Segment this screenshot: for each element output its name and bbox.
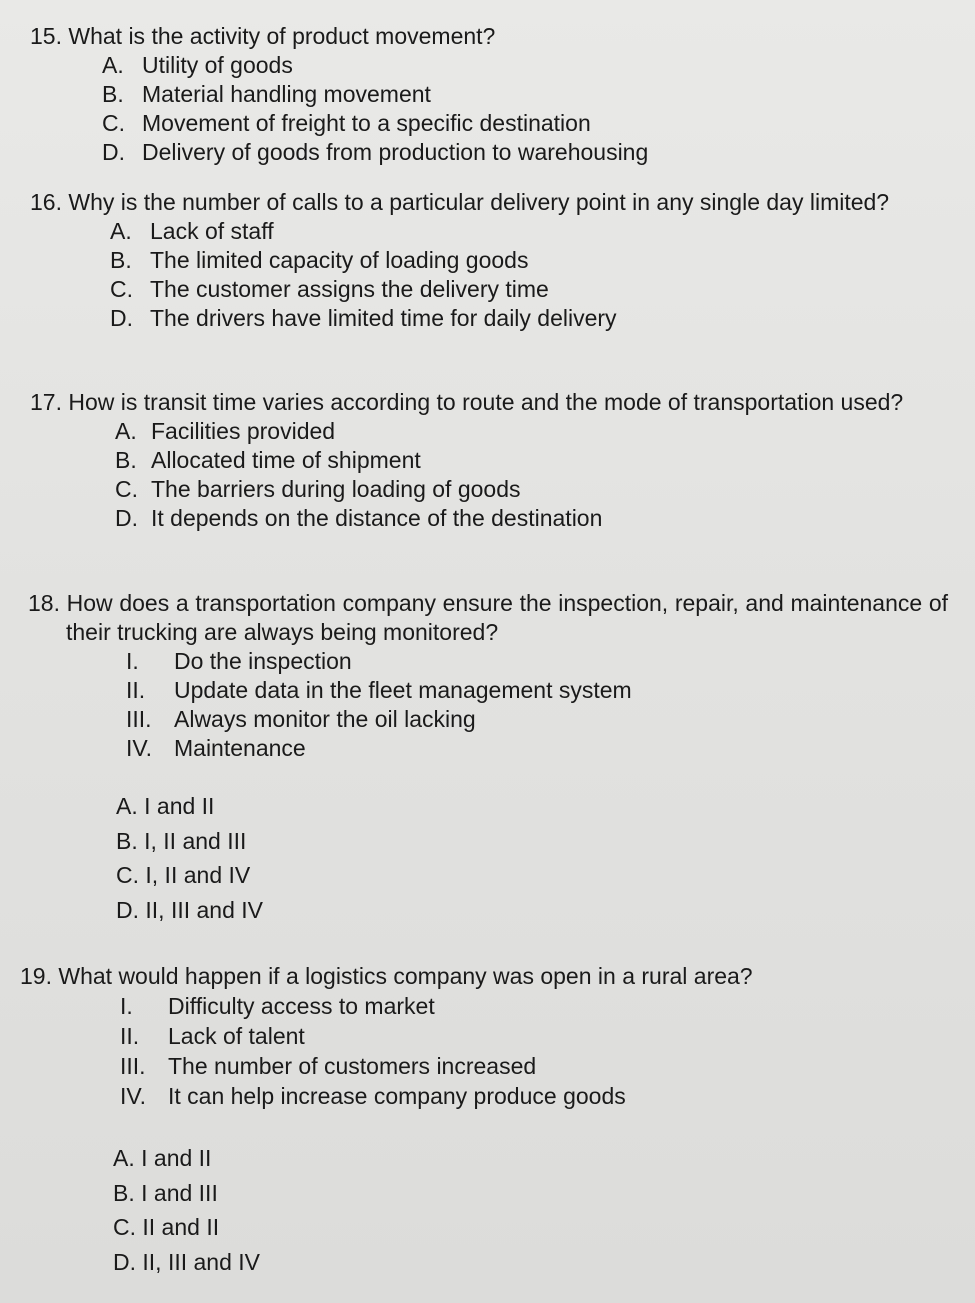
question-19 — [20, 962, 920, 1279]
statement-ii: II. Update data in the fleet management system — [126, 677, 632, 703]
statement-iv: IV. It can help increase company produce goods — [120, 1083, 626, 1109]
question-prompt: How does a transportation company ensure the inspection, repair, and maintenance of their trucking are always being monitored? — [66, 590, 949, 645]
choice-a: A. I and II — [116, 793, 215, 819]
question-prompt: Why is the number of calls to a particular delivery point in any single day limited? — [68, 189, 890, 215]
choice-b: B. I and III — [113, 1179, 218, 1206]
question-number: 18. — [28, 590, 60, 616]
question-number: 15. — [30, 23, 62, 49]
question-18 — [28, 589, 948, 927]
question-text — [30, 388, 944, 417]
statement-ii: II. Lack of talent — [120, 1023, 305, 1049]
statement-i: I. Difficulty access to market — [120, 993, 435, 1019]
question-number: 17. — [30, 389, 62, 415]
choice-d: D. II, III and IV — [116, 896, 264, 923]
question-prompt: How is transit time varies according to route and the mode of transportation used? — [68, 389, 904, 415]
statement-iii: III. The number of customers increased — [120, 1053, 537, 1079]
question-text — [30, 22, 910, 51]
option-d: D. The drivers have limited time for daily delivery — [110, 305, 617, 331]
statement-iv: IV. Maintenance — [126, 735, 306, 761]
question-15 — [30, 22, 910, 167]
option-d: D. It depends on the distance of the destination — [115, 505, 603, 531]
option-a: A. Utility of goods — [102, 52, 293, 78]
option-a: A. Lack of staff — [110, 218, 274, 244]
choice-b: B. I, II and III — [116, 827, 247, 854]
statement-iii: III. Always monitor the oil lacking — [126, 706, 476, 732]
choice-d: D. II, III and IV — [113, 1248, 261, 1275]
question-17 — [30, 388, 944, 533]
choice-c: C. I, II and IV — [116, 862, 251, 888]
question-prompt: What would happen if a logistics company was open in a rural area? — [58, 963, 753, 989]
question-number: 19. — [20, 963, 52, 989]
statement-i: I. Do the inspection — [126, 648, 352, 674]
choice-c: C. II and II — [113, 1214, 220, 1240]
option-c: C. The customer assigns the delivery time — [110, 276, 549, 302]
question-16 — [30, 188, 940, 333]
option-a: A. Facilities provided — [115, 418, 336, 444]
question-prompt: What is the activity of product movement? — [68, 23, 496, 49]
question-text — [28, 589, 948, 647]
question-text — [20, 962, 920, 991]
option-c: C. The barriers during loading of goods — [115, 476, 521, 502]
option-c: C. Movement of freight to a specific destination — [102, 110, 591, 136]
option-b: B. Material handling movement — [102, 81, 431, 107]
question-number: 16. — [30, 189, 62, 215]
option-b: B. Allocated time of shipment — [115, 447, 421, 473]
option-b: B. The limited capacity of loading goods — [110, 247, 529, 273]
choice-a: A. I and II — [113, 1145, 212, 1171]
question-text — [30, 188, 940, 217]
option-d: D. Delivery of goods from production to warehousing — [102, 139, 649, 165]
